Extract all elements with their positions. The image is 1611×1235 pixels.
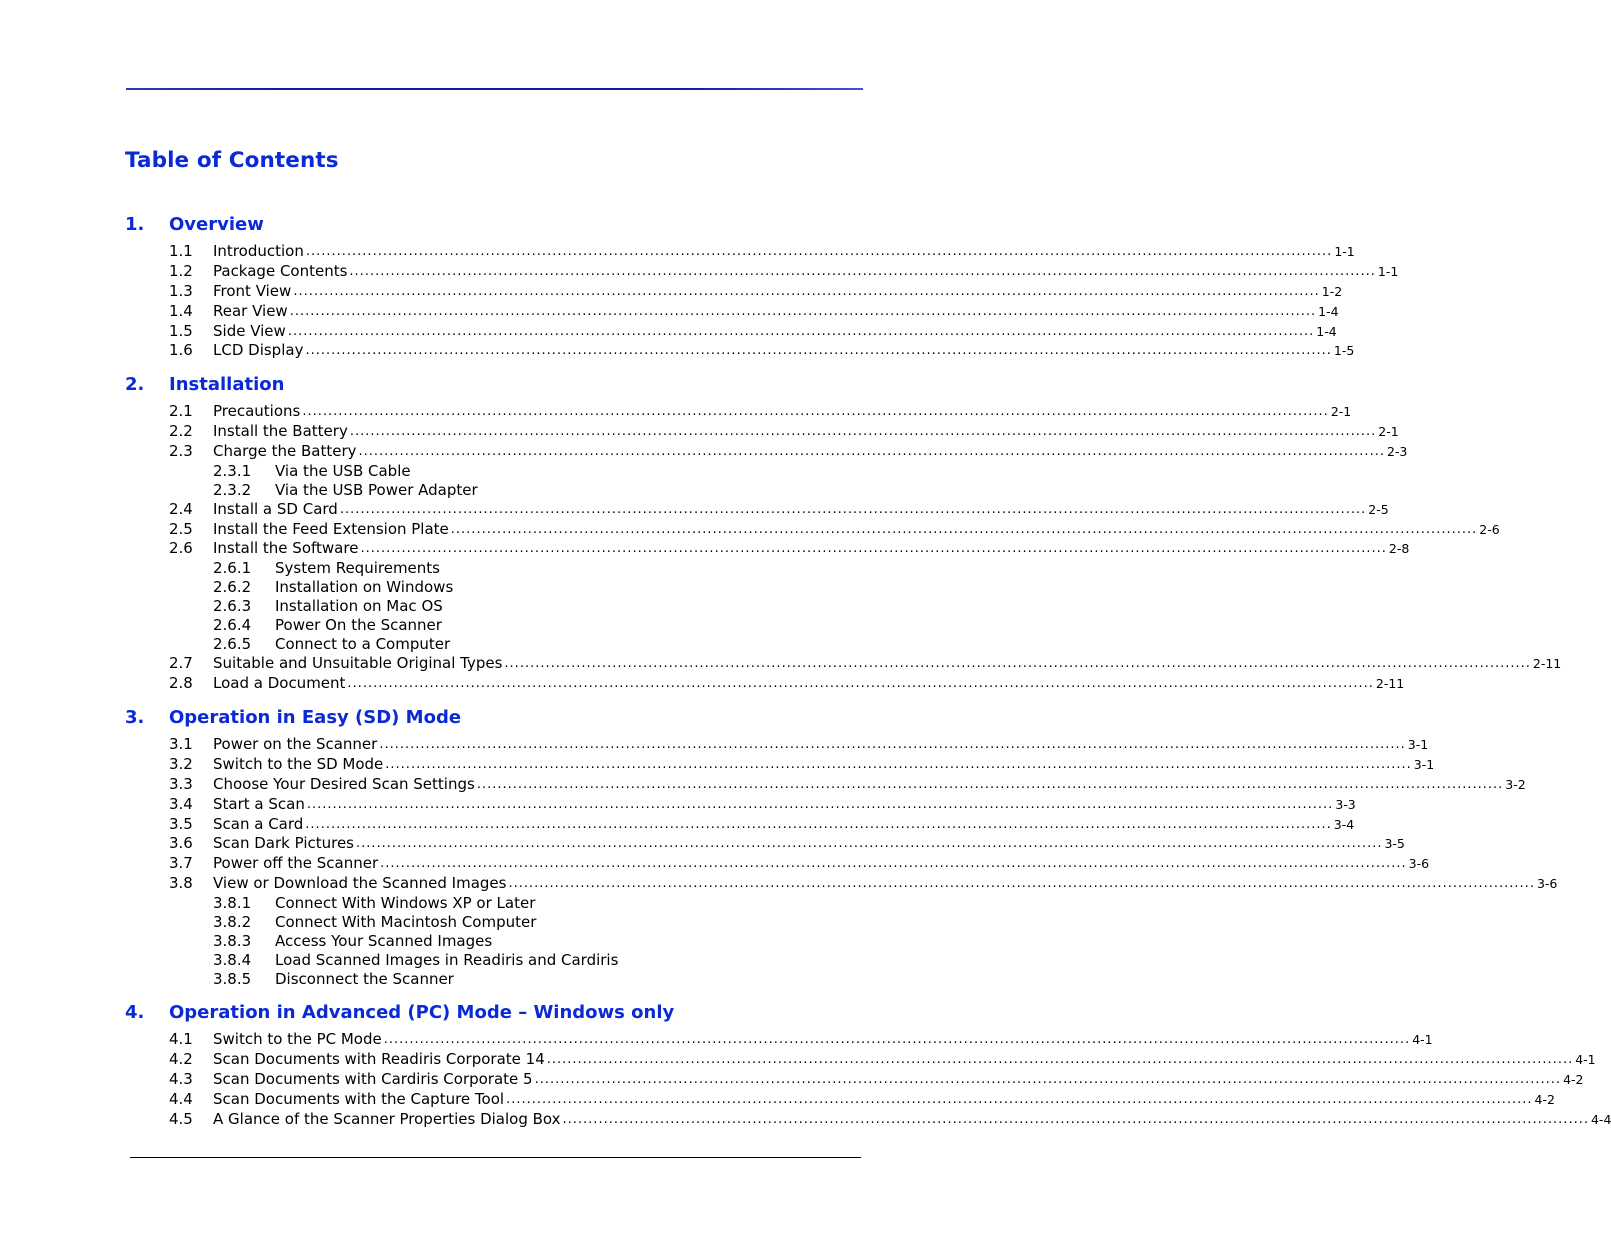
entry-label: Switch to the PC Mode bbox=[213, 1030, 382, 1048]
toc-entry[interactable] bbox=[125, 874, 1558, 894]
section-entries bbox=[125, 402, 1562, 694]
dot-leader: ........................................................................................................................................................................................................ bbox=[358, 443, 1385, 459]
section-title: Operation in Easy (SD) Mode bbox=[169, 706, 462, 728]
dot-leader: ........................................................................................................................................................................................................ bbox=[287, 323, 1315, 339]
subentry-number: 2.6.3 bbox=[213, 597, 252, 616]
entry-number: 4.4 bbox=[169, 1089, 193, 1108]
toc-subentry[interactable] bbox=[125, 559, 825, 578]
entry-label: Charge the Battery bbox=[213, 441, 357, 460]
toc-subentry[interactable] bbox=[125, 578, 825, 597]
entry-label: Precautions bbox=[213, 402, 301, 420]
subentry-label: Via the USB Cable bbox=[275, 461, 411, 480]
section-number: 1. bbox=[125, 213, 145, 235]
subentry-number: 3.8.4 bbox=[213, 951, 252, 970]
entry-number: 3.5 bbox=[169, 814, 193, 833]
toc-section bbox=[125, 1000, 1611, 1129]
toc-subentry[interactable] bbox=[125, 616, 825, 635]
toc-entry[interactable] bbox=[125, 814, 1355, 835]
entry-number: 3.1 bbox=[169, 735, 193, 753]
toc-entry[interactable] bbox=[125, 341, 1355, 361]
toc-subentry[interactable] bbox=[125, 635, 825, 654]
subentry-label: Load Scanned Images in Readiris and Cardiris bbox=[275, 951, 619, 970]
section-heading[interactable] bbox=[125, 1000, 825, 1024]
entry-number: 3.4 bbox=[169, 794, 193, 813]
entry-label: Install the Battery bbox=[213, 421, 348, 440]
dot-leader: ........................................................................................................................................................................................................ bbox=[339, 501, 1367, 517]
dot-leader: ........................................................................................................................................................................................................ bbox=[508, 876, 1535, 892]
entry-number: 2.7 bbox=[169, 654, 193, 673]
entry-line bbox=[213, 1109, 1611, 1130]
section-entries bbox=[125, 1030, 1611, 1129]
entry-line bbox=[213, 1089, 1555, 1110]
entry-label: Install the Software bbox=[213, 539, 359, 558]
entry-line bbox=[213, 874, 1558, 894]
entry-page-number: 3-6 bbox=[1536, 876, 1558, 892]
entry-label: A Glance of the Scanner Properties Dialog Box bbox=[213, 1109, 561, 1128]
entry-number: 2.8 bbox=[169, 674, 193, 693]
entry-number: 1.4 bbox=[169, 301, 193, 320]
entry-label: Scan Documents with the Capture Tool bbox=[213, 1089, 505, 1108]
entry-label: Rear View bbox=[213, 301, 288, 320]
entry-line bbox=[213, 774, 1526, 795]
toc-subentry[interactable] bbox=[125, 481, 825, 500]
section-heading[interactable] bbox=[125, 705, 825, 729]
entry-page-number: 3-1 bbox=[1413, 756, 1435, 772]
entry-number: 1.5 bbox=[169, 321, 193, 340]
entry-number: 2.6 bbox=[169, 539, 193, 558]
header-rule bbox=[126, 88, 863, 90]
entry-number: 1.1 bbox=[169, 242, 193, 260]
entry-number: 3.2 bbox=[169, 754, 193, 773]
entry-line bbox=[213, 1069, 1584, 1090]
entry-number: 4.1 bbox=[169, 1030, 193, 1048]
entry-line bbox=[213, 654, 1562, 674]
dot-leader: ........................................................................................................................................................................................................ bbox=[347, 676, 1374, 692]
subentry-number: 2.6.1 bbox=[213, 559, 252, 578]
toc-section bbox=[125, 372, 1562, 694]
subentry-number: 3.8.3 bbox=[213, 932, 252, 951]
dot-leader: ........................................................................................................................................................................................................ bbox=[506, 1091, 1533, 1107]
entry-number: 4.3 bbox=[169, 1069, 193, 1088]
entry-line bbox=[213, 321, 1337, 342]
page-title: Table of Contents bbox=[125, 148, 339, 173]
entry-number: 3.7 bbox=[169, 854, 193, 873]
entry-number: 3.6 bbox=[169, 834, 193, 853]
toc-entry[interactable] bbox=[125, 1030, 1433, 1050]
toc-subentry[interactable] bbox=[125, 597, 825, 616]
dot-leader: ........................................................................................................................................................................................................ bbox=[349, 263, 1376, 279]
entry-number: 2.2 bbox=[169, 421, 193, 440]
subentry-label: Installation on Mac OS bbox=[275, 597, 443, 616]
section-title: Overview bbox=[169, 213, 264, 235]
subentry-number: 2.6.2 bbox=[213, 578, 252, 597]
toc-section bbox=[125, 212, 1399, 361]
entry-page-number: 3-2 bbox=[1505, 776, 1526, 792]
entry-line bbox=[213, 1030, 1433, 1050]
entry-page-number: 2-11 bbox=[1532, 656, 1562, 672]
entry-number: 1.3 bbox=[169, 281, 193, 300]
entry-page-number: 4-4 bbox=[1590, 1111, 1611, 1127]
entry-line bbox=[213, 242, 1355, 262]
entry-number: 3.3 bbox=[169, 774, 193, 793]
entry-label: Switch to the SD Mode bbox=[213, 754, 384, 773]
toc-entry[interactable] bbox=[125, 499, 1389, 520]
footer-rule bbox=[130, 1157, 861, 1158]
toc-entry[interactable] bbox=[125, 242, 1355, 262]
toc-entry[interactable] bbox=[125, 1089, 1555, 1110]
entry-number: 3.8 bbox=[169, 874, 193, 893]
toc-entry[interactable] bbox=[125, 321, 1337, 342]
subentry-number: 2.6.5 bbox=[213, 635, 252, 654]
entry-page-number: 1-2 bbox=[1321, 283, 1343, 299]
subentry-label: Connect With Windows XP or Later bbox=[275, 894, 536, 913]
entry-number: 1.2 bbox=[169, 261, 193, 280]
subentry-number: 2.3.1 bbox=[213, 461, 252, 480]
dot-leader: ........................................................................................................................................................................................................ bbox=[356, 836, 1383, 852]
toc-entry[interactable] bbox=[125, 674, 1405, 694]
section-entries bbox=[125, 735, 1558, 989]
entry-page-number: 2-1 bbox=[1378, 423, 1399, 439]
subentry-label: Via the USB Power Adapter bbox=[275, 480, 478, 499]
entry-page-number: 4-2 bbox=[1563, 1071, 1584, 1087]
dot-leader: ........................................................................................................................................................................................................ bbox=[562, 1111, 1589, 1127]
dot-leader: ........................................................................................................................................................................................................ bbox=[305, 343, 1332, 359]
toc-subentry[interactable] bbox=[125, 970, 825, 989]
entry-line bbox=[213, 674, 1405, 694]
dot-leader: ........................................................................................................................................................................................................ bbox=[385, 756, 1412, 772]
subentry-number: 3.8.2 bbox=[213, 913, 252, 932]
entry-number: 2.1 bbox=[169, 402, 193, 420]
section-number: 3. bbox=[125, 706, 145, 728]
section-title: Operation in Advanced (PC) Mode – Windows only bbox=[169, 1001, 675, 1023]
dot-leader: ........................................................................................................................................................................................................ bbox=[305, 816, 1332, 832]
entry-line bbox=[213, 499, 1389, 520]
toc-entry[interactable] bbox=[125, 794, 1356, 815]
entry-label: Install a SD Card bbox=[213, 499, 338, 518]
section-heading[interactable] bbox=[125, 372, 825, 396]
entry-page-number: 4-1 bbox=[1575, 1051, 1596, 1067]
subentry-label: Connect With Macintosh Computer bbox=[275, 913, 537, 932]
toc-entry[interactable] bbox=[125, 754, 1435, 775]
entry-line bbox=[213, 794, 1356, 815]
entry-label: View or Download the Scanned Images bbox=[213, 874, 507, 893]
dot-leader: ........................................................................................................................................................................................................ bbox=[379, 737, 1406, 752]
entry-label: Front View bbox=[213, 281, 292, 300]
entry-page-number: 2-11 bbox=[1375, 676, 1405, 692]
toc-entry[interactable] bbox=[125, 261, 1399, 282]
dot-leader: ........................................................................................................................................................................................................ bbox=[534, 1071, 1562, 1087]
entry-line bbox=[213, 421, 1399, 442]
entry-line bbox=[213, 301, 1339, 322]
subentry-label: Disconnect the Scanner bbox=[275, 970, 454, 989]
dot-leader: ........................................................................................................................................................................................................ bbox=[306, 796, 1334, 812]
toc-entry[interactable] bbox=[125, 441, 1408, 462]
entry-line bbox=[213, 519, 1500, 540]
entry-label: Install the Feed Extension Plate bbox=[213, 519, 449, 538]
entry-page-number: 1-1 bbox=[1377, 263, 1399, 279]
section-title: Installation bbox=[169, 373, 285, 395]
entry-number: 4.2 bbox=[169, 1049, 193, 1068]
entry-label: Scan Documents with Cardiris Corporate 5 bbox=[213, 1069, 533, 1088]
dot-leader: ........................................................................................................................................................................................................ bbox=[305, 244, 1333, 259]
section-number: 2. bbox=[125, 373, 145, 395]
subentry-label: System Requirements bbox=[275, 559, 440, 578]
entry-line bbox=[213, 402, 1352, 422]
entry-page-number: 2-1 bbox=[1330, 404, 1352, 419]
entry-line bbox=[213, 735, 1429, 755]
entry-label: Load a Document bbox=[213, 674, 346, 693]
entry-label: Power off the Scanner bbox=[213, 854, 379, 873]
subentry-number: 2.3.2 bbox=[213, 480, 252, 499]
toc-entry[interactable] bbox=[125, 1109, 1611, 1130]
entry-label: LCD Display bbox=[213, 341, 304, 360]
toc-subentry[interactable] bbox=[125, 894, 825, 913]
toc-subentry[interactable] bbox=[125, 951, 825, 970]
entry-line bbox=[213, 281, 1343, 302]
dot-leader: ........................................................................................................................................................................................................ bbox=[504, 656, 1531, 672]
entry-label: Package Contents bbox=[213, 261, 348, 280]
dot-leader: ........................................................................................................................................................................................................ bbox=[302, 404, 1329, 419]
entry-label: Scan a Card bbox=[213, 814, 304, 833]
dot-leader: ........................................................................................................................................................................................................ bbox=[360, 541, 1387, 557]
entry-label: Introduction bbox=[213, 242, 304, 260]
entry-page-number: 3-4 bbox=[1333, 816, 1355, 832]
entry-label: Suitable and Unsuitable Original Types bbox=[213, 654, 503, 673]
toc-entry[interactable] bbox=[125, 1069, 1584, 1090]
entry-line bbox=[213, 341, 1355, 361]
dot-leader: ........................................................................................................................................................................................................ bbox=[289, 303, 1317, 319]
entry-number: 2.5 bbox=[169, 519, 193, 538]
subentry-number: 3.8.5 bbox=[213, 970, 252, 989]
toc-entry[interactable] bbox=[125, 402, 1352, 422]
toc-subentry[interactable] bbox=[125, 462, 825, 481]
entry-number: 1.6 bbox=[169, 341, 193, 360]
entry-label: Start a Scan bbox=[213, 794, 305, 813]
toc-entry[interactable] bbox=[125, 539, 1410, 559]
toc-entry[interactable] bbox=[125, 735, 1429, 755]
entry-label: Choose Your Desired Scan Settings bbox=[213, 774, 475, 793]
toc-entry[interactable] bbox=[125, 854, 1430, 874]
subentry-number: 3.8.1 bbox=[213, 894, 252, 913]
section-entries bbox=[125, 242, 1399, 361]
entry-page-number: 1-4 bbox=[1318, 303, 1339, 319]
entry-page-number: 1-1 bbox=[1334, 244, 1355, 259]
toc-entry[interactable] bbox=[125, 834, 1405, 854]
section-number: 4. bbox=[125, 1001, 145, 1023]
dot-leader: ........................................................................................................................................................................................................ bbox=[293, 283, 1320, 299]
toc-entry[interactable] bbox=[125, 281, 1343, 302]
entry-label: Power on the Scanner bbox=[213, 735, 378, 753]
subentry-label: Access Your Scanned Images bbox=[275, 932, 493, 951]
entry-line bbox=[213, 854, 1430, 874]
toc-entry[interactable] bbox=[125, 421, 1399, 442]
entry-page-number: 3-6 bbox=[1408, 856, 1430, 872]
entry-line bbox=[213, 1049, 1596, 1070]
entry-page-number: 3-3 bbox=[1335, 796, 1356, 812]
entry-line bbox=[213, 441, 1408, 462]
entry-page-number: 4-1 bbox=[1412, 1032, 1433, 1047]
toc-subentry[interactable] bbox=[125, 932, 825, 951]
toc-section bbox=[125, 705, 1558, 989]
toc-subentry[interactable] bbox=[125, 913, 825, 932]
entry-page-number: 3-5 bbox=[1384, 836, 1405, 852]
dot-leader: ........................................................................................................................................................................................................ bbox=[450, 521, 1478, 537]
entry-line bbox=[213, 754, 1435, 775]
entry-page-number: 2-5 bbox=[1368, 501, 1389, 517]
subentry-label: Power On the Scanner bbox=[275, 616, 442, 635]
entry-page-number: 1-5 bbox=[1333, 343, 1355, 359]
entry-line bbox=[213, 834, 1405, 854]
dot-leader: ........................................................................................................................................................................................................ bbox=[349, 423, 1377, 439]
subentry-number: 2.6.4 bbox=[213, 616, 252, 635]
subentry-label: Connect to a Computer bbox=[275, 635, 451, 654]
toc-entry[interactable] bbox=[125, 301, 1339, 322]
entry-page-number: 4-2 bbox=[1534, 1091, 1555, 1107]
subentry-label: Installation on Windows bbox=[275, 578, 454, 597]
toc-entry[interactable] bbox=[125, 774, 1526, 795]
entry-label: Side View bbox=[213, 321, 286, 340]
entry-page-number: 1-4 bbox=[1316, 323, 1337, 339]
entry-page-number: 2-3 bbox=[1386, 443, 1408, 459]
entry-number: 2.3 bbox=[169, 441, 193, 460]
entry-page-number: 2-6 bbox=[1479, 521, 1500, 537]
entry-page-number: 2-8 bbox=[1388, 541, 1410, 557]
dot-leader: ........................................................................................................................................................................................................ bbox=[546, 1051, 1574, 1067]
section-heading[interactable] bbox=[125, 212, 825, 236]
entry-line bbox=[213, 539, 1410, 559]
toc-entry[interactable] bbox=[125, 1049, 1596, 1070]
toc-entry[interactable] bbox=[125, 654, 1562, 674]
entry-label: Scan Dark Pictures bbox=[213, 834, 354, 853]
entry-number: 4.5 bbox=[169, 1109, 193, 1128]
entry-number: 2.4 bbox=[169, 499, 193, 518]
entry-label: Scan Documents with Readiris Corporate 14 bbox=[213, 1049, 545, 1068]
dot-leader: ........................................................................................................................................................................................................ bbox=[380, 856, 1407, 872]
toc-entry[interactable] bbox=[125, 519, 1500, 540]
dot-leader: ........................................................................................................................................................................................................ bbox=[383, 1032, 1411, 1047]
entry-line bbox=[213, 814, 1355, 835]
entry-page-number: 3-1 bbox=[1407, 737, 1429, 752]
dot-leader: ........................................................................................................................................................................................................ bbox=[476, 776, 1504, 792]
entry-line bbox=[213, 261, 1399, 282]
